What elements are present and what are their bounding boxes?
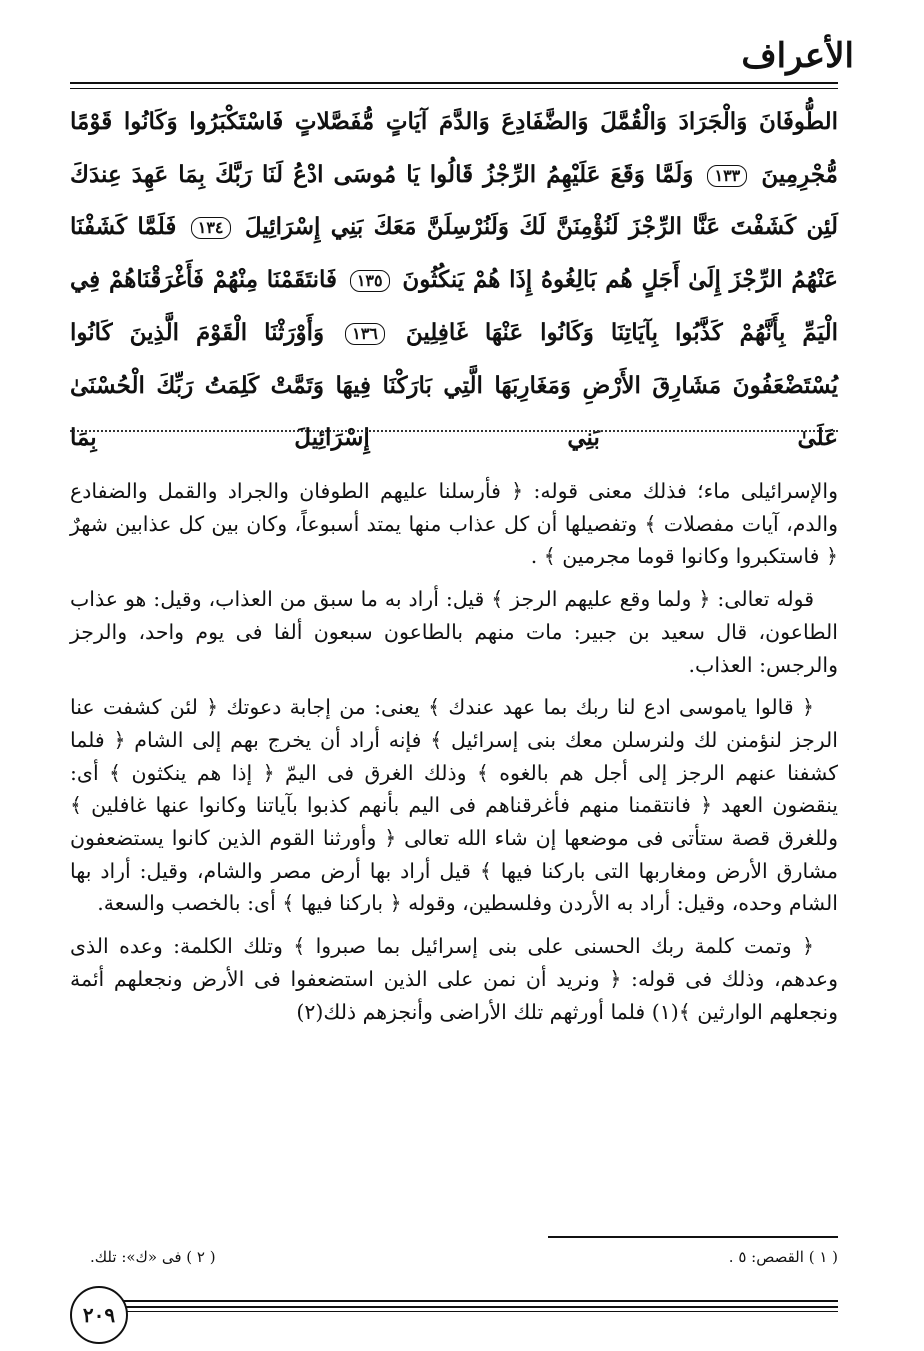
footer-rule-thin <box>120 1311 838 1312</box>
quran-segment: وَأَوْرَثْنَا الْقَوْمَ الَّذِينَ كَانُوا يُسْتَضْعَفُونَ مَشَارِقَ الأَرْضِ وَمَغَارِبَهَا الَّتِي بَارَكْنَا فِيهَا وَتَمَّتْ كَلِمَتُ رَبِّكَ الْحُسْنَىٰ عَلَىٰ بَنِي إِسْرَائِيلَ بِمَا <box>70 318 838 452</box>
footnote-1: ( ١ ) القصص: ٥ . <box>728 1248 838 1266</box>
header-rule <box>70 82 838 84</box>
quran-divider <box>70 430 838 432</box>
commentary-paragraph: والإسرائيلى ماء؛ فذلك معنى قوله: ﴿ فأرسلنا عليهم الطوفان والجراد والقمل والضفادع والدم، آيات مفصلات ﴾ وتفصيلها أن كل عذاب منها يمتد أسبوعاً، وكان بين كل عذابين شهرٌ ﴿ فاستكبروا وكانوا قوما مجرمين ﴾ . <box>70 479 838 569</box>
header-rule-thin <box>70 88 838 89</box>
quran-segment: وَلَمَّا وَقَعَ عَلَيْهِمُ الرِّجْزُ قَالُوا يَا مُوسَى ادْعُ لَنَا رَبَّكَ بِمَا عَهِدَ عِندَكَ لَئِن كَشَفْتَ عَنَّا الرِّجْزَ لَنُؤْمِنَنَّ لَكَ وَلَنُرْسِلَنَّ مَعَكَ بَنِي إِسْرَائِيلَ <box>70 160 838 241</box>
verse-number: ١٣٣ <box>707 165 747 187</box>
quran-segment: فَلَمَّا كَشَفْنَا عَنْهُمُ الرِّجْزَ إِلَىٰ أَجَلٍ هُم بَالِغُوهُ إِذَا هُمْ يَنكُثُونَ <box>70 213 838 294</box>
quran-segment: فَانتَقَمْنَا مِنْهُمْ فَأَغْرَقْنَاهُمْ فِي الْيَمِّ بِأَنَّهُمْ كَذَّبُوا بِآيَاتِنَا وَكَانُوا عَنْهَا غَافِلِينَ <box>70 266 838 346</box>
verse-number: ١٣٤ <box>191 217 231 239</box>
quran-text-block <box>70 96 838 465</box>
verse-number: ١٣٥ <box>350 270 390 292</box>
commentary-paragraph: قوله تعالى: ﴿ ولما وقع عليهم الرجز ﴾ قيل: أراد به ما سبق من العذاب، وقيل: هو عذاب الطاعون، قال سعيد بن جبير: مات منهم بالطاعون سبعون ألفا فى يوم واحد، والرجز والرجس: العذاب. <box>70 587 838 677</box>
footnote-separator <box>548 1236 838 1238</box>
commentary-paragraph: ﴿ وتمت كلمة ربك الحسنى على بنى إسرائيل بما صبروا ﴾ وتلك الكلمة: وعده الذى وعدهم، وذلك فى قوله: ﴿ ونريد أن نمن على الذين استضعفوا فى الأرض ونجعلهم أئمة ونجعلهم الوارثين ﴾(١) فلما أورثهم تلك الأراضى وأنجزهم ذلك(٢) <box>70 934 838 1024</box>
page-number: ٢٠٩ <box>70 1286 128 1344</box>
quran-segment: الطُّوفَانَ وَالْجَرَادَ وَالْقُمَّلَ وَالضَّفَادِعَ وَالدَّمَ آيَاتٍ مُّفَصَّلاتٍ فَاسْتَكْبَرُوا وَكَانُوا قَوْمًا مُّجْرِمِينَ <box>70 108 838 188</box>
verse-number: ١٣٦ <box>345 323 385 345</box>
commentary-block <box>70 475 838 1038</box>
footer-rule-mid <box>124 1306 838 1308</box>
footnotes <box>70 1242 838 1272</box>
surah-title: الأعراف <box>741 36 854 76</box>
commentary-paragraph: ﴿ قالوا ياموسى ادع لنا ربك بما عهد عندك ﴾ يعنى: من إجابة دعوتك ﴿ لئن كشفت عنا الرجز لنؤمنن لك ولنرسلن معك بنى إسرائيل ﴾ فإنه أراد أن يخرج بهم إلى الشام ﴿ فلما كشفنا عنهم الرجز إلى أجل هم بالغوه ﴾ وذلك الغرق فى اليمّ ﴿ إذا هم ينكثون ﴾ أى: ينقضون العهد ﴿ فانتقمنا منهم فأغرقناهم فى اليم بأنهم كذبوا بآياتنا وكانوا عنها غافلين ﴾ وللغرق قصة ستأتى فى موضعها إن شاء الله تعالى ﴿ وأورثنا القوم الذين كانوا يستضعفون مشارق الأرض ومغاربها التى باركنا فيها ﴾ قيل أراد بها أرض مصر والشام، وقيل: أراد بها الشام وحده، وقيل: أراد به الأردن وفلسطين، وقوله ﴿ باركنا فيها ﴾ أى: بالخصب والسعة. <box>70 695 838 916</box>
footnote-2: ( ٢ ) فى «ك»: تلك. <box>90 1248 216 1266</box>
footer-rule <box>120 1300 838 1302</box>
